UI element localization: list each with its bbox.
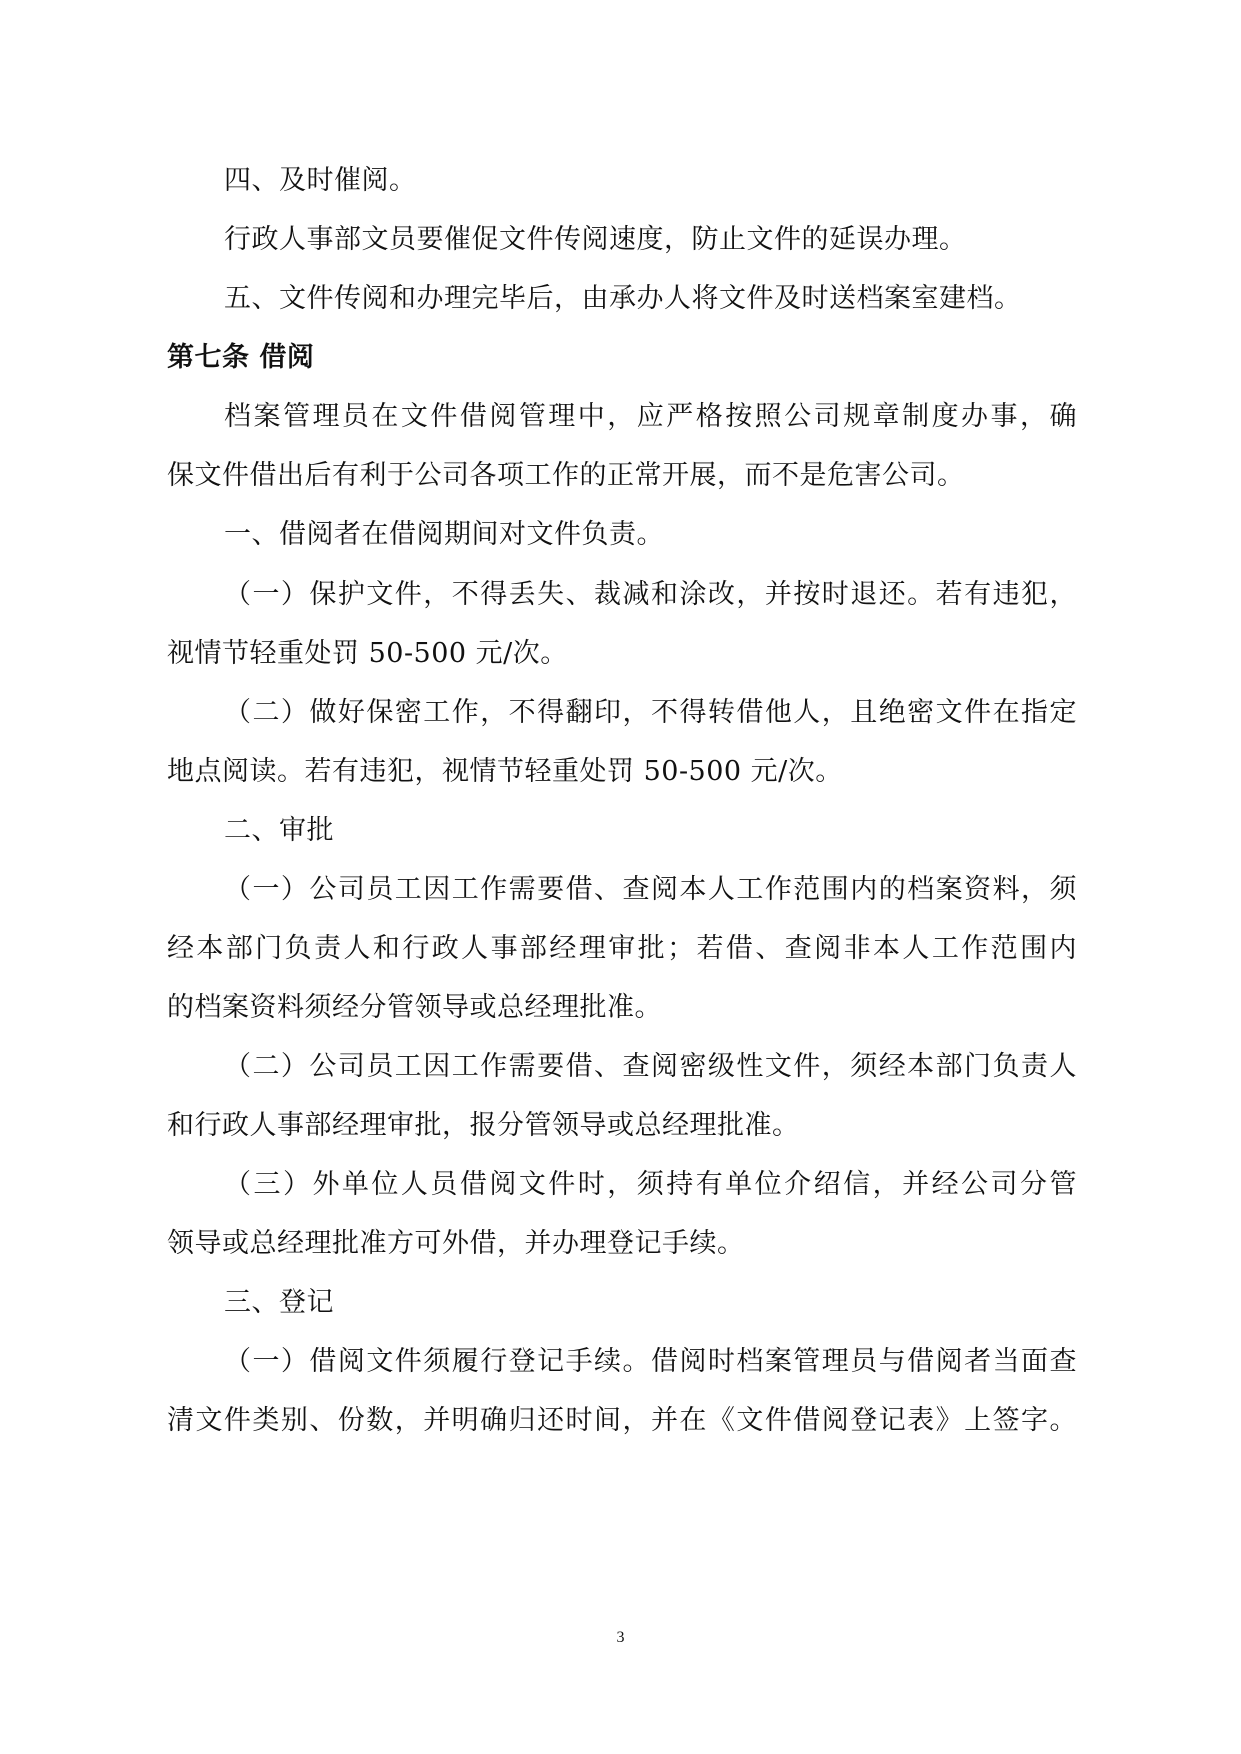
paragraph-line: （一）保护文件，不得丢失、裁减和涂改，并按时退还。若有违犯，: [224, 579, 1077, 610]
section-heading-four: 四、及时催阅。: [224, 165, 417, 196]
paragraph-line: 领导或总经理批准方可外借，并办理登记手续。: [167, 1228, 745, 1259]
paragraph-line: 经本部门负责人和行政人事部经理审批；若借、查阅非本人工作范围内: [167, 933, 1077, 964]
paragraph-line: 视情节轻重处罚 50-500 元/次。: [167, 638, 568, 669]
paragraph-line: （一）公司员工因工作需要借、查阅本人工作范围内的档案资料，须: [224, 874, 1077, 905]
paragraph-line: （一）借阅文件须履行登记手续。借阅时档案管理员与借阅者当面查: [224, 1346, 1077, 1377]
paragraph-line: 保文件借出后有利于公司各项工作的正常开展，而不是危害公司。: [167, 460, 965, 491]
section-heading-two: 二、审批: [224, 815, 334, 846]
article-seven-title: 第七条 借阅: [167, 342, 315, 373]
section-heading-five: 五、文件传阅和办理完毕后，由承办人将文件及时送档案室建档。: [224, 283, 1022, 314]
paragraph-line: 清文件类别、份数，并明确归还时间，并在《文件借阅登记表》上签字。: [167, 1405, 1077, 1436]
paragraph-line: 和行政人事部经理审批，报分管领导或总经理批准。: [167, 1110, 800, 1141]
paragraph-line: 的档案资料须经分管领导或总经理批准。: [167, 992, 662, 1023]
paragraph-line: 档案管理员在文件借阅管理中，应严格按照公司规章制度办事，确: [224, 401, 1077, 432]
section-heading-one: 一、借阅者在借阅期间对文件负责。: [224, 519, 664, 550]
paragraph-line: （二）做好保密工作，不得翻印，不得转借他人，且绝密文件在指定: [224, 697, 1077, 728]
section-heading-three: 三、登记: [224, 1287, 334, 1318]
paragraph-line: （三）外单位人员借阅文件时，须持有单位介绍信，并经公司分管: [224, 1169, 1077, 1200]
paragraph-line: 行政人事部文员要催促文件传阅速度，防止文件的延误办理。: [224, 224, 967, 255]
page-number: 3: [616, 1629, 625, 1646]
paragraph-line: 地点阅读。若有违犯，视情节轻重处罚 50-500 元/次。: [167, 756, 843, 787]
paragraph-line: （二）公司员工因工作需要借、查阅密级性文件，须经本部门负责人: [224, 1051, 1077, 1082]
